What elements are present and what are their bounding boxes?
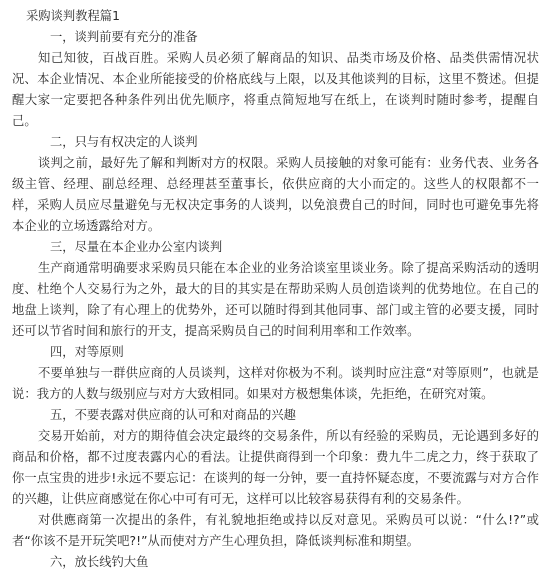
section-paragraph-2: 谈判之前，最好先了解和判断对方的权限。采购人员接触的对象可能有：业务代表、业务各级主管、经理、副总经理、总经理甚至董事长，依供应商的大小而定的。这些人的权限都不一样，采购人员应尽量避免与无权决定事务的人谈判，以免浪费自己的时间，同时也可避免事先将本企业的立场透露给对方。 [12,156,539,233]
section-paragraph-4: 不要单独与一群供应商的人员谈判，这样对你极为不利。谈判时应注意“对等原则”，也就是说：我方的人数与级别应与对方大致相同。如果对方极想集体谈，先拒绝，在研究对策。 [12,366,539,401]
section-heading-2: 二，只与有权决定的人谈判 [50,135,198,149]
section-heading-6: 六，放长线钓大鱼 [50,555,149,569]
section-paragraph-5a: 交易开始前，对方的期待值会决定最终的交易条件，所以有经验的采购员，无论遇到多好的商品和价格，都不过度表露内心的看法。让提供商得到一个印象：费九牛二虎之力，终于获取了你一点宝贵的进步!永远不要忘记：在谈判的每一分钟，要一直持怀疑态度，不要流露与对方合作的兴趣，让供应商感觉在你心中可有可无，这样可以比较容易获得有利的交易条件。 [12,429,539,506]
section-paragraph-5b: 对供應商第一次提出的条件，有礼貌地拒绝或持以反对意见。采购员可以说：“什么!?”或者“你该不是开玩笑吧?!”从而使对方产生心理负担，降低谈判标准和期望。 [12,513,539,548]
document-title: 采购谈判教程篇1 [26,9,120,23]
section-heading-1: 一，谈判前要有充分的准备 [50,30,198,44]
section-paragraph-3: 生产商通常明确要求采购员只能在本企业的业务洽谈室里谈业务。除了提高采购活动的透明度、杜绝个人交易行为之外，最大的目的其实是在帮助采购人员创造谈判的优势地位。在自己的地盘上谈判，除了有心理上的优势外，还可以随时得到其他同事、部门或主管的必要支援，同时还可以节省时间和旅行的开支，提高采购员自己的时间利用率和工作效率。 [12,261,539,338]
section-heading-5: 五，不要表露对供应商的认可和对商品的兴趣 [50,408,296,422]
section-heading-3: 三，尽量在本企业办公室内谈判 [50,240,223,254]
section-paragraph-1: 知己知彼，百战百胜。采购人员必须了解商品的知识、品类市场及价格、品类供需情况状况、本企业情况、本企业所能接受的价格底线与上限，以及其他谈判的目标，这里不赘述。但提醒大家一定要把各种条件列出优先顺序，将重点简短地写在纸上，在谈判时随时参考，提醒自己。 [12,51,539,128]
section-heading-4: 四，对等原则 [50,345,124,359]
